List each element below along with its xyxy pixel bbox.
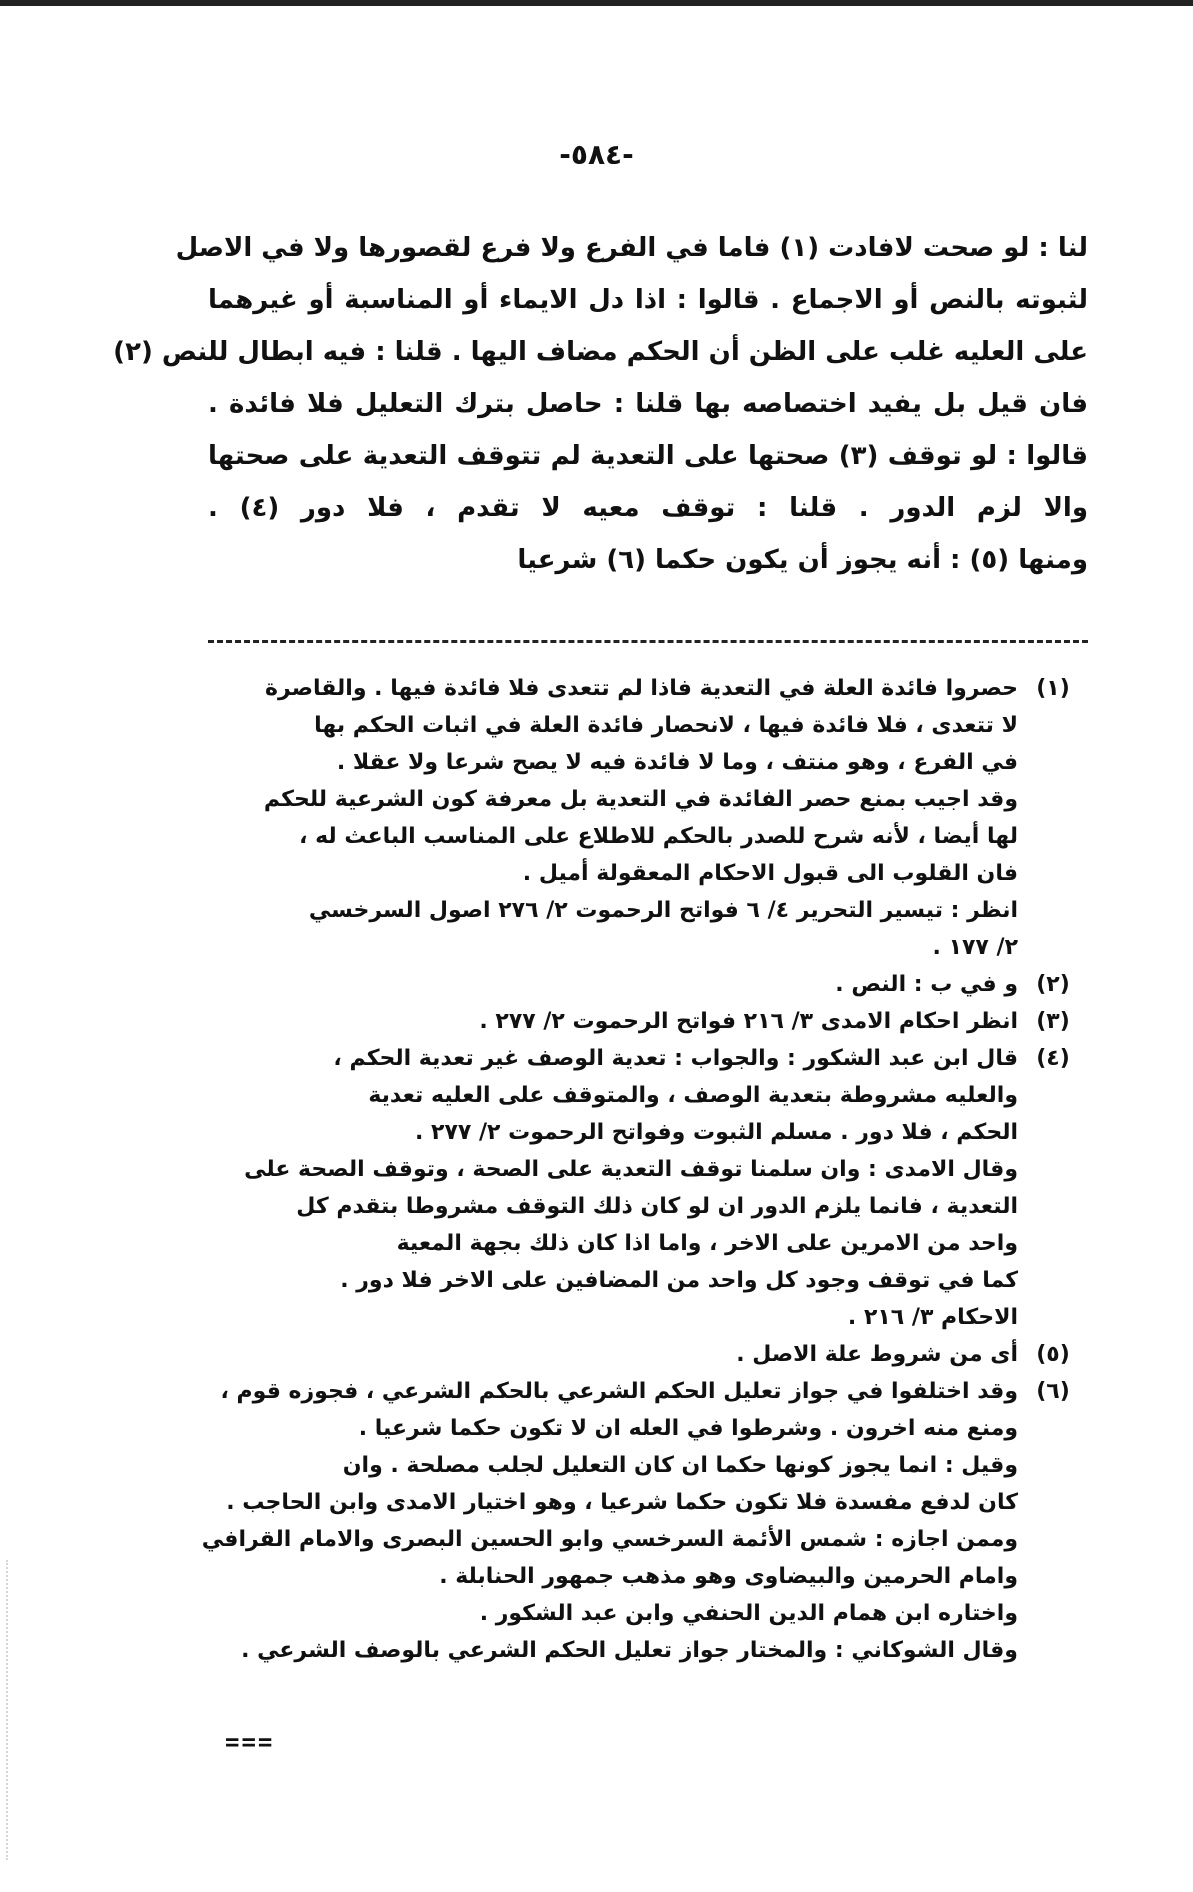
footnote-number — [1018, 1632, 1088, 1669]
footnote-text: انظر احكام الامدى ٣/ ٢١٦ فواتح الرحموت ٢/ ٢٧٧ . — [479, 1009, 1018, 1034]
footnote-number: (٤) — [1036, 1046, 1070, 1071]
footnote-number — [1018, 1447, 1088, 1484]
footnote-line — [128, 1262, 1088, 1299]
end-mark: === — [225, 1728, 275, 1756]
footnote-number — [1018, 1225, 1088, 1262]
footnote-line — [128, 1558, 1088, 1595]
footnote-line — [128, 1373, 1088, 1410]
footnote-line — [128, 1003, 1088, 1040]
footnote-line — [128, 929, 1088, 966]
footnote-number — [1018, 1151, 1088, 1188]
page-number: -٥٨٤- — [559, 138, 634, 171]
footnote-number — [1018, 1114, 1088, 1151]
footnote-text: الحكم ، فلا دور . مسلم الثبوت وفواتح الرحموت ٢/ ٢٧٧ . — [415, 1120, 1018, 1145]
footnote-text: وقد اجيب بمنع حصر الفائدة في التعدية بل معرفة كون الشرعية للحكم — [263, 787, 1018, 812]
footnote-line — [128, 707, 1088, 744]
footnote-line — [128, 1632, 1088, 1669]
footnote-number — [1018, 1521, 1088, 1558]
scan-top-edge — [0, 0, 1193, 6]
footnote-line — [128, 1225, 1088, 1262]
main-text — [113, 222, 1089, 586]
footnote-number — [1018, 1595, 1088, 1632]
scan-edge-noise — [6, 1560, 48, 1860]
footnote-line — [128, 1188, 1088, 1225]
footnote-line — [128, 1595, 1088, 1632]
footnote-line — [128, 1447, 1088, 1484]
footnote-text: لها أيضا ، لأنه شرح للصدر بالحكم للاطلاع على المناسب الباعث له ، — [299, 824, 1018, 849]
footnote-number: (١) — [1036, 676, 1070, 701]
footnote-text: وممن اجازه : شمس الأئمة السرخسي وابو الحسين البصرى والامام القرافي — [201, 1527, 1018, 1552]
main-text-line: لنا : لو صحت لافادت (١) فاما في الفرع ولا فرع لقصورها ولا في الاصل — [175, 233, 1088, 263]
footnote-line — [128, 1299, 1088, 1336]
footnote-number — [1018, 892, 1088, 929]
footnote-line — [128, 892, 1088, 929]
footnote-number — [1018, 1188, 1088, 1225]
footnote-text: وقد اختلفوا في جواز تعليل الحكم الشرعي بالحكم الشرعي ، فجوزه قوم ، — [220, 1379, 1018, 1404]
footnote-number — [1018, 1410, 1088, 1447]
main-text-line: لثبوته بالنص أو الاجماع . قالوا : اذا دل الايماء أو المناسبة أو غيرهما — [208, 285, 1088, 315]
footnote-text: واختاره ابن همام الدين الحنفي وابن عبد الشكور . — [479, 1601, 1018, 1626]
footnote-line — [128, 670, 1088, 707]
footnote-number — [1018, 855, 1088, 892]
footnotes — [128, 670, 1088, 1669]
footnote-text: ومنع منه اخرون . وشرطوا في العله ان لا تكون حكما شرعيا . — [358, 1416, 1018, 1441]
footnote-text: كما في توقف وجود كل واحد من المضافين على الاخر فلا دور . — [340, 1268, 1018, 1293]
footnote-line — [128, 1040, 1088, 1077]
footnote-text: وقال الشوكاني : والمختار جواز تعليل الحكم الشرعي بالوصف الشرعي . — [241, 1638, 1018, 1663]
main-text-line: ومنها (٥) : أنه يجوز أن يكون حكما (٦) شرعيا — [517, 545, 1088, 575]
footnote-number — [1018, 1484, 1088, 1521]
footnote-text: وامام الحرمين والبيضاوى وهو مذهب جمهور الحنابلة . — [439, 1564, 1018, 1589]
footnote-text: انظر : تيسير التحرير ٤/ ٦ فواتح الرحموت ٢/ ٢٧٦ اصول السرخسي — [308, 898, 1018, 923]
footnote-line — [128, 1521, 1088, 1558]
footnote-number — [1018, 1299, 1088, 1336]
main-text-line: فان قيل بل يفيد اختصاصه بها قلنا : حاصل بترك التعليل فلا فائدة . — [208, 389, 1088, 419]
footnote-number — [1018, 781, 1088, 818]
footnote-text: قال ابن عبد الشكور : والجواب : تعدية الوصف غير تعدية الحكم ، — [333, 1046, 1018, 1071]
footnote-line — [128, 818, 1088, 855]
footnote-number: (٣) — [1036, 1009, 1070, 1034]
footnote-text: و في ب : النص . — [835, 972, 1018, 997]
footnote-number — [1018, 1558, 1088, 1595]
main-text-line: والا لزم الدور . قلنا : توقف معيه لا تقدم ، فلا دور (٤) . — [208, 493, 1089, 523]
footnote-text: في الفرع ، وهو منتف ، وما لا فائدة فيه لا يصح شرعا ولا عقلا . — [336, 750, 1018, 775]
footnote-line — [128, 855, 1088, 892]
footnote-number — [1018, 818, 1088, 855]
footnote-line — [128, 1410, 1088, 1447]
footnote-text: كان لدفع مفسدة فلا تكون حكما شرعيا ، وهو اختيار الامدى وابن الحاجب . — [226, 1490, 1018, 1515]
footnote-line — [128, 1484, 1088, 1521]
footnote-text: وقيل : انما يجوز كونها حكما ان كان التعليل لجلب مصلحة . وان — [342, 1453, 1018, 1478]
footnote-line — [128, 781, 1088, 818]
footnote-text: التعدية ، فانما يلزم الدور ان لو كان ذلك التوقف مشروطا بتقدم كل — [296, 1194, 1018, 1219]
footnote-text: والعليه مشروطة بتعدية الوصف ، والمتوقف على العليه تعدية — [368, 1083, 1018, 1108]
main-text-line: قالوا : لو توقف (٣) صحتها على التعدية لم تتوقف التعدية على صحتها — [208, 441, 1088, 471]
footnote-text: حصروا فائدة العلة في التعدية فاذا لم تتعدى فلا فائدة فيها . والقاصرة — [265, 676, 1018, 701]
footnote-number — [1018, 744, 1088, 781]
footnote-text: الاحكام ٣/ ٢١٦ . — [847, 1305, 1018, 1330]
footnote-line — [128, 966, 1088, 1003]
footnote-text: فان القلوب الى قبول الاحكام المعقولة أميل . — [522, 861, 1018, 886]
footnote-text: ٢/ ١٧٧ . — [932, 935, 1018, 960]
footnote-text: أى من شروط علة الاصل . — [736, 1342, 1018, 1367]
main-text-line: على العليه غلب على الظن أن الحكم مضاف اليها . قلنا : فيه ابطال للنص (٢) — [113, 337, 1088, 367]
footnote-text: واحد من الامرين على الاخر ، واما اذا كان ذلك بجهة المعية — [396, 1231, 1018, 1256]
footnote-line — [128, 744, 1088, 781]
footnote-number — [1018, 929, 1088, 966]
footnote-line — [128, 1114, 1088, 1151]
footnote-number — [1018, 1262, 1088, 1299]
footnote-number: (٢) — [1036, 972, 1070, 997]
footnote-number: (٦) — [1036, 1379, 1070, 1404]
footnote-number — [1018, 1077, 1088, 1114]
footnote-number — [1018, 707, 1088, 744]
footnote-text: وقال الامدى : وان سلمنا توقف التعدية على الصحة ، وتوقف الصحة على — [244, 1157, 1018, 1182]
footnote-number: (٥) — [1036, 1342, 1070, 1367]
footnote-separator — [208, 640, 1088, 643]
footnote-line — [128, 1336, 1088, 1373]
footnote-line — [128, 1151, 1088, 1188]
footnote-line — [128, 1077, 1088, 1114]
footnote-text: لا تتعدى ، فلا فائدة فيها ، لانحصار فائدة العلة في اثبات الحكم بها — [314, 713, 1018, 738]
